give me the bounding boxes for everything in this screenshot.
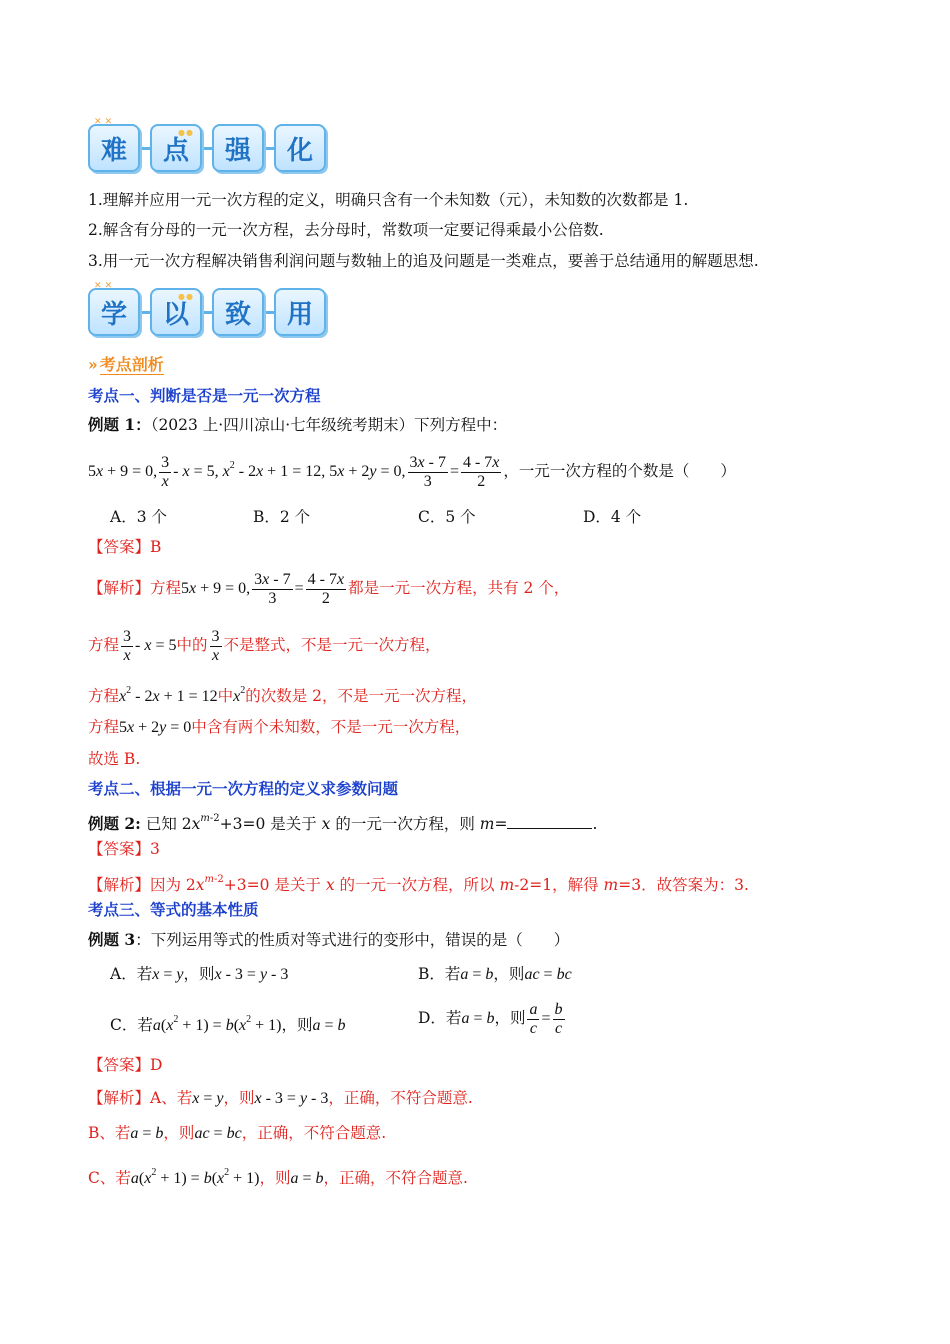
example-2: 例题 2: 已知 $2x^{m-2}+3=0$ 是关于 x 的一元一次方程，则 m= . [88, 813, 598, 833]
example-1: 例题 1：（2023 上·四川凉山·七年级统考期末）下列方程中： [88, 415, 508, 434]
option-c: C．5 个 [418, 508, 476, 526]
badge-char: ✕ ✕ 难 [88, 124, 140, 172]
double-chevron-icon: » [88, 355, 98, 374]
badge-char: ●● 点 [150, 124, 202, 172]
point-3: 3.用一元一次方程解决销售利润问题与数轴上的追及问题是一类难点，要善于总结通用的解题思想. [88, 252, 759, 270]
topic-1-title: 考点一、判断是否是一元一次方程 [88, 386, 321, 405]
option-d: D．4 个 [583, 508, 642, 526]
topic-3-title: 考点三、等式的基本性质 [88, 900, 259, 919]
point-2: 2.解含有分母的一元一次方程，去分母时，常数项一定要记得乘最小公倍数. [88, 221, 604, 239]
example-1-equations: 5x + 9 = 0, $\frac{3}{x}$ - x = 5, $x^2 - 2x + 1 = 12$, 5x + 2y = 0, $\frac{3x - 7}{3}$ = $\frac{4 - 7x}{2}$ ，一元一次方程的个数是（ ） [88, 453, 736, 490]
section-header: » 考点剖析 [88, 355, 164, 374]
option-a: A．3 个 [110, 508, 167, 526]
option-a: A．若x = y，则x - 3 = y - 3 [110, 965, 289, 983]
option-d: D．若a = b，则 $\frac{a}{c}$ = $\frac{b}{c}$ [418, 1000, 563, 1037]
solution-1-line-2: 方程 $\frac{3}{x}$ - x = 5中的 $\frac{3}{x}$ 不是整式，不是一元一次方程， [88, 627, 441, 664]
badge-char: ✕ ✕ 学 [88, 288, 140, 336]
badge-char: ●● 以 [150, 288, 202, 336]
answer-2: 【答案】3 [88, 840, 160, 858]
badge-char: 用 [274, 288, 326, 336]
badge-char: 化 [274, 124, 326, 172]
option-c: C．若$a(x^2 + 1) = b(x^2 + 1)$，则a = b [110, 1014, 346, 1034]
badge-row-difficulty [88, 117, 326, 172]
solution-1-line-4: 方程5x + 2y = 0中含有两个未知数，不是一元一次方程， [88, 718, 471, 736]
option-b: B．2 个 [253, 508, 311, 526]
badge-char: 强 [212, 124, 264, 172]
solution-2: 【解析】因为 $2x^{m-2}+3=0$ 是关于 x 的一元一次方程，所以 m-2=1，解得 m=3．故答案为：3. [88, 874, 749, 894]
solution-1-line-1: 【解析】方程5x + 9 = 0, $\frac{3x - 7}{3}$ = $\frac{4 - 7x}{2}$ 都是一元一次方程，共有 2 个， [88, 570, 570, 607]
option-b: B．若a = b，则ac = bc [418, 965, 572, 983]
example-3: 例题 3：下列运用等式的性质对等式进行的变形中，错误的是（ ） [88, 930, 570, 949]
solution-1-line-5: 故选 B. [88, 750, 141, 768]
solution-3-line-1: 【解析】A、若x = y，则x - 3 = y - 3，正确，不符合题意. [88, 1089, 473, 1107]
solution-3-line-3: C、若$a(x^2 + 1) = b(x^2 + 1)$，则a = b，正确，不符合题意. [88, 1167, 468, 1187]
badge-char: 致 [212, 288, 264, 336]
solution-3-line-2: B、若a = b，则ac = bc，正确，不符合题意. [88, 1124, 387, 1142]
solution-1-line-3: 方程$x^2 - 2x + 1 = 12$中$x^2$的次数是 2，不是一元一次方程， [88, 685, 478, 705]
answer-blank [507, 814, 592, 829]
badge-row-apply [88, 281, 326, 336]
answer-3: 【答案】D [88, 1056, 163, 1074]
point-1: 1.理解并应用一元一次方程的定义，明确只含有一个未知数（元），未知数的次数都是 1. [88, 191, 689, 209]
answer-1: 【答案】B [88, 538, 162, 556]
topic-2-title: 考点二、根据一元一次方程的定义求参数问题 [88, 779, 399, 798]
